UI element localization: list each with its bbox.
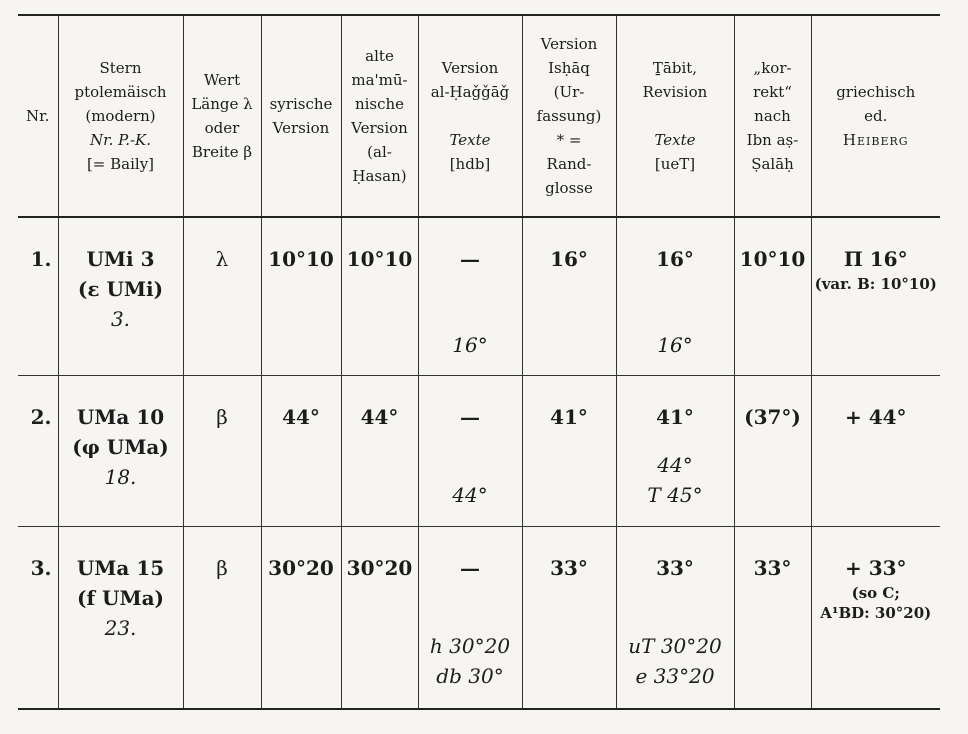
haggag-cell: — 16° [418, 217, 522, 375]
row-number: 1. [30, 247, 52, 271]
header-haggag: Version al-Ḥaǧǧāǧ Texte [hdb] [418, 15, 522, 217]
star-cell: UMi 3 (ε UMi) 3. [58, 217, 183, 375]
korrekt-cell: 10°10 [734, 217, 811, 375]
wert-cell: β [183, 526, 261, 709]
ishaq-cell: 41° [522, 375, 616, 526]
ishaq-cell: 33° [522, 526, 616, 709]
haggag-cell: — h 30°20 db 30° [418, 526, 522, 709]
tabit-cell: 33° uT 30°20 e 33°20 [616, 526, 734, 709]
star-cell: UMa 15 (f UMa) 23. [58, 526, 183, 709]
header-wert: Wert Länge λ oder Breite β [183, 15, 261, 217]
syrisch-cell: 30°20 [261, 526, 341, 709]
header-griechisch: griechisch ed. Heiberg [811, 15, 940, 217]
wert-cell: β [183, 375, 261, 526]
table-row [18, 217, 940, 375]
header-tabit: Ṯābit, Revision Texte [ueT] [616, 15, 734, 217]
haggag-cell: — 44° [418, 375, 522, 526]
star-catalogue-table [18, 14, 940, 710]
header-syrisch: syrische Version [261, 15, 341, 217]
header-stern: Stern ptolemäisch (modern) Nr. P.-K. [= Baily] [58, 15, 183, 217]
griechisch-cell: + 33° (so C; A¹BD: 30°20) [811, 526, 940, 709]
korrekt-cell: 33° [734, 526, 811, 709]
syrisch-cell: 44° [261, 375, 341, 526]
ishaq-cell: 16° [522, 217, 616, 375]
alte-cell: 44° [341, 375, 418, 526]
header-row [18, 15, 940, 217]
header-alte: alte ma'mū- nische Version (al- Ḥasan) [341, 15, 418, 217]
korrekt-cell: (37°) [734, 375, 811, 526]
row-number: 3. [30, 555, 52, 580]
row-number: 2. [30, 404, 52, 429]
syrisch-cell: 10°10 [261, 217, 341, 375]
table-row [18, 375, 940, 526]
star-cell: UMa 10 (φ UMa) 18. [58, 375, 183, 526]
griechisch-cell: Π 16° (var. B: 10°10) [811, 217, 940, 375]
griechisch-cell: + 44° [811, 375, 940, 526]
tabit-cell: 16° 16° [616, 217, 734, 375]
header-ishaq: Version Isḥāq (Ur- fassung) * = Rand- glosse [522, 15, 616, 217]
header-nr: Nr. [26, 107, 50, 125]
header-korrekt: „kor- rekt“ nach Ibn aṣ- Ṣalāḥ [734, 15, 811, 217]
tabit-cell: 41° 44° T 45° [616, 375, 734, 526]
alte-cell: 10°10 [341, 217, 418, 375]
table-row [18, 526, 940, 709]
wert-cell: λ [183, 217, 261, 375]
alte-cell: 30°20 [341, 526, 418, 709]
